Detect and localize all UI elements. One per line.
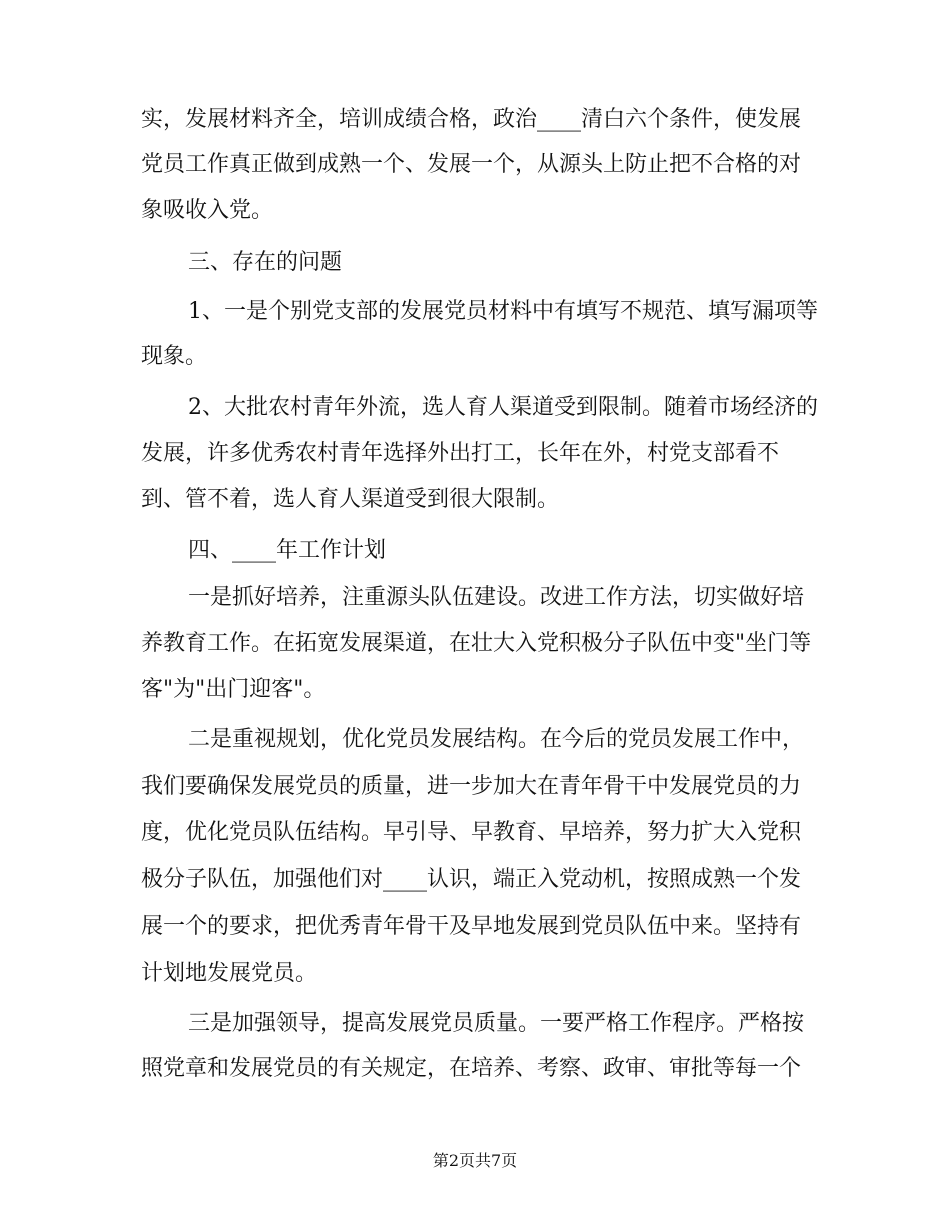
text-line-9: 到、管不着，选人育人渠道受到很大限制。 bbox=[141, 487, 560, 512]
text-line-17: 极分子队伍，加强他们对____认识，端正入党动机，按照成熟一个发 bbox=[141, 867, 802, 892]
text-line-18: 展一个的要求，把优秀青年骨干及早地发展到党员队伍中来。坚持有 bbox=[141, 914, 802, 939]
text-line-20: 三是加强领导，提高发展党员质量。一要严格工作程序。严格按 bbox=[188, 1011, 805, 1036]
text-line-11: 一是抓好培养，注重源头队伍建设。改进工作方法，切实做好培 bbox=[188, 585, 805, 610]
page-number: 第2页共7页 bbox=[432, 1151, 518, 1170]
section-heading-plan: 四、____年工作计划 bbox=[188, 538, 387, 563]
text-line-7: 2、大批农村青年外流，选人育人渠道受到限制。随着市场经济的 bbox=[188, 395, 818, 420]
text-line-14: 二是重视规划，优化党员发展结构。在今后的党员发展工作中， bbox=[188, 727, 805, 752]
text-line-6: 现象。 bbox=[141, 344, 208, 369]
text-line-13: 客"为"出门迎客"。 bbox=[141, 677, 326, 702]
text-line-1: 实，发展材料齐全，培训成绩合格，政治____清白六个条件，使发展 bbox=[141, 107, 802, 132]
text-line-12: 养教育工作。在拓宽发展渠道，在壮大入党积极分子队伍中变"坐门等 bbox=[141, 631, 812, 656]
text-line-5: 1、一是个别党支部的发展党员材料中有填写不规范、填写漏项等 bbox=[188, 299, 818, 324]
text-line-2: 党员工作真正做到成熟一个、发展一个，从源头上防止把不合格的对 bbox=[141, 152, 802, 177]
text-line-15: 我们要确保发展党员的质量，进一步加大在青年骨干中发展党员的力 bbox=[141, 774, 802, 799]
text-line-3: 象吸收入党。 bbox=[141, 198, 274, 223]
text-line-19: 计划地发展党员。 bbox=[141, 961, 318, 986]
text-line-16: 度，优化党员队伍结构。早引导、早教育、早培养，努力扩大入党积 bbox=[141, 820, 802, 845]
text-line-21: 照党章和发展党员的有关规定，在培养、考察、政审、审批等每一个 bbox=[141, 1056, 802, 1081]
text-line-8: 发展，许多优秀农村青年选择外出打工，长年在外，村党支部看不 bbox=[141, 441, 780, 466]
section-heading-problems: 三、存在的问题 bbox=[188, 250, 343, 275]
